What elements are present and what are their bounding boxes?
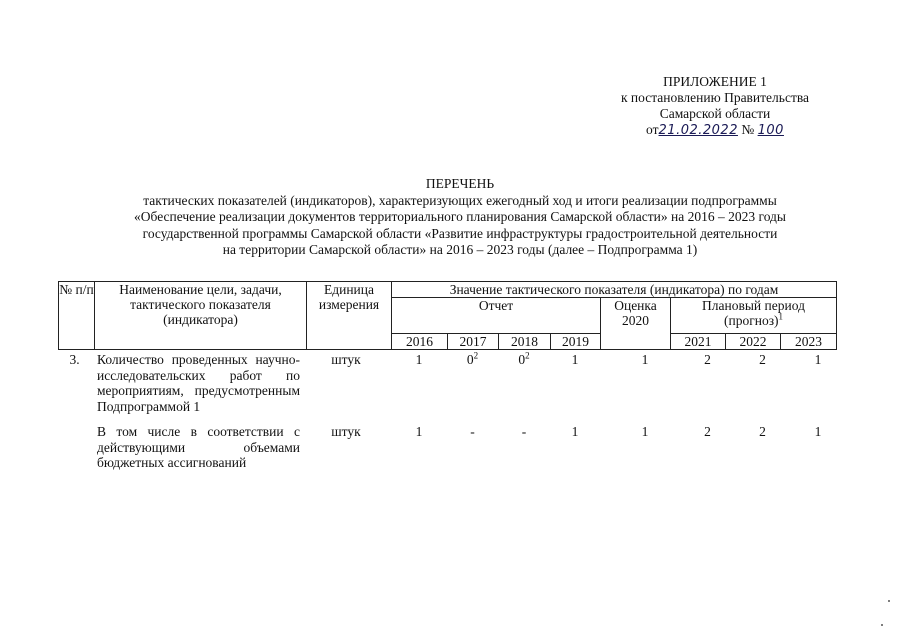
- value-2019: 1: [571, 352, 579, 367]
- value-2021: 2: [704, 424, 711, 439]
- header-plan-footnote: 1: [778, 311, 784, 322]
- title-line-3: государственной программы Самарской области «Развитие инфраструктуры градостроительной деятельности: [142, 225, 778, 241]
- scan-speck: [888, 600, 890, 602]
- year-2018: 2018: [499, 334, 551, 350]
- indicators-table-body: [58, 352, 858, 484]
- year-2017: 2017: [448, 334, 499, 350]
- table-row: [58, 352, 858, 424]
- header-report: Отчет: [392, 298, 601, 334]
- value-2022: 2: [759, 424, 766, 439]
- title-line-2: «Обеспечение реализации документов территориального планирования Самарской области» на 2016 – 2023 годы: [134, 209, 786, 224]
- year-2016: 2016: [392, 334, 448, 350]
- year-2019: 2019: [551, 334, 601, 350]
- header-values-by-year: Значение тактического показателя (индикатора) по годам: [392, 282, 837, 298]
- row-number: 3.: [69, 352, 80, 367]
- year-2023: 2023: [781, 334, 837, 350]
- value-2020: 1: [641, 424, 649, 439]
- number-prefix: №: [741, 122, 755, 137]
- title-line-1: тактических показателей (индикаторов), характеризующих ежегодный ход и итоги реализации подпрограммы: [143, 192, 777, 208]
- year-2022: 2022: [726, 334, 781, 350]
- value-2018: -: [521, 424, 527, 439]
- appendix-line-2: к постановлению Правительства: [620, 90, 810, 105]
- appendix-line-3: Самарской области: [659, 106, 771, 121]
- value-2016: 1: [415, 424, 423, 439]
- header-estimate: Оценка 2020: [601, 298, 671, 350]
- value-2023: 1: [814, 352, 822, 367]
- year-2021: 2021: [671, 334, 726, 350]
- value-2017: -: [470, 424, 475, 439]
- footnote-mark: 2: [525, 350, 530, 361]
- indicator-unit: штук: [331, 352, 361, 367]
- indicator-name: Количество проведенных научно-исследовательских работ по мероприятиям, предусмотренным Подпрограммой 1: [97, 352, 300, 414]
- handwritten-date: 21.02.2022: [658, 123, 738, 138]
- header-num: № п/п: [59, 282, 95, 350]
- value-2021: 2: [704, 352, 711, 367]
- appendix-block: [590, 74, 840, 139]
- indicator-name: В том числе в соответствии с действующими объемами бюджетных ассигнований: [97, 424, 300, 470]
- appendix-date-line: [590, 122, 840, 139]
- value-2023: 1: [814, 424, 822, 439]
- indicator-unit: штук: [331, 424, 361, 439]
- value-2017: $0^2$: [466, 350, 479, 367]
- title-line-4: на территории Самарской области» на 2016 – 2023 годы (далее – Подпрограмма 1): [222, 242, 698, 257]
- value-2018: $0^2$: [518, 350, 530, 367]
- date-prefix: от: [646, 122, 659, 137]
- document-title: [60, 176, 860, 259]
- footnote-mark: 2: [473, 350, 479, 361]
- header-name: Наименование цели, задачи, тактического показателя (индикатора): [95, 282, 307, 350]
- header-plan: [671, 298, 837, 334]
- indicators-table-header: [58, 281, 837, 350]
- value-2019: 1: [571, 424, 579, 439]
- scan-speck: [881, 624, 883, 626]
- value-2016: 1: [415, 352, 423, 367]
- header-unit: Единица измерения: [307, 282, 392, 350]
- title-heading: ПЕРЕЧЕНЬ: [425, 176, 495, 191]
- header-plan-label: Плановый период (прогноз): [702, 298, 805, 328]
- value-2022: 2: [759, 352, 766, 367]
- handwritten-number: 100: [757, 123, 784, 138]
- appendix-title: ПРИЛОЖЕНИЕ 1: [663, 74, 767, 89]
- table-row: [58, 424, 858, 484]
- value-2020: 1: [641, 352, 649, 367]
